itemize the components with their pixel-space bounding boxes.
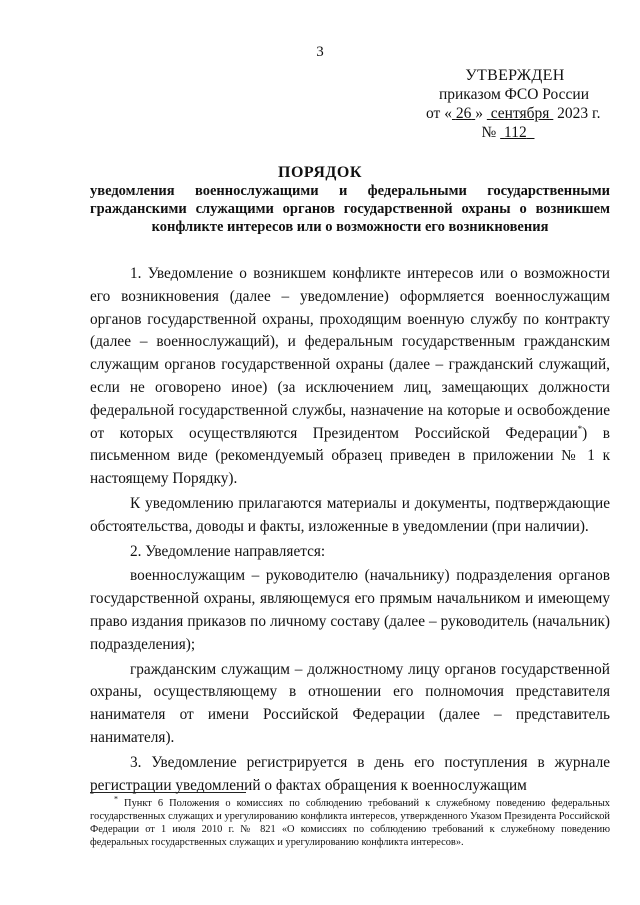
paragraph-5: гражданским служащим – должностному лицу органов государственной охраны, осуществляющему в отношении его полномочия представителя нанимателя от имени Российской Федерации (далее – представитель нанимателя). (90, 660, 610, 746)
footnote (90, 794, 610, 849)
paragraph-4: военнослужащим – руководителю (начальнику) подразделения органов государственной охраны, являющемуся его прямым начальником и имеющему право издания приказов по личному составу (далее – руководитель (начальник) подразделения); (90, 567, 610, 653)
footnote-divider (90, 792, 246, 793)
page-number: 3 (316, 44, 324, 60)
approval-date (400, 104, 610, 123)
date-year: 2023 г. (557, 105, 601, 122)
number-prefix: № (481, 124, 497, 141)
date-prefix: от « (426, 105, 452, 122)
approval-heading: УТВЕРЖДЕН (465, 67, 565, 84)
paragraph-6: 3. Уведомление регистрируется в день его поступления в журнале регистрации уведомлений о фактах обращения к военнослужащим (90, 753, 610, 794)
approval-number (400, 123, 610, 142)
approval-block (400, 66, 610, 142)
footnote-mark: * (114, 794, 118, 804)
paragraph-3: 2. Уведомление направляется: (130, 542, 326, 560)
date-month: сентября (490, 105, 550, 122)
footnote-reference: * (577, 423, 583, 434)
paragraph-1: 1. Уведомление о возникшем конфликте интересов или о возможности его возникновения (далее – уведомление) оформляется военнослужащим органов государственной охраны, проходящим военную службу по контракту (далее – военнослужащий), и федеральным государственным гражданским служащим органов государственной охраны (далее – гражданский служащий, если не оговорено иное) (за исключением лиц, замещающих должности федеральной государственной службы, назначение на которые и освобождение от которых осуществляются Президентом Российской Федерации*) в письменном виде (рекомендуемый образец приведен в приложении № 1 к настоящему Порядку). (90, 265, 610, 488)
order-number: 112 (504, 124, 527, 141)
approval-by: приказом ФСО России (438, 86, 590, 103)
document-body (90, 263, 610, 797)
date-mid: » (475, 105, 483, 122)
paragraph-2: К уведомлению прилагаются материалы и документы, подтверждающие обстоятельства, доводы и факты, изложенные в уведомлении (при наличии). (90, 494, 610, 535)
footnote-text: Пункт 6 Положения о комиссиях по соблюдению требований к служебному поведению федеральных государственных служащих и урегулированию конфликта интересов, утвержденного Указом Президента Российской Федерации от 1 июля 2010 г. № 821 «О комиссиях по соблюдению требований к служебному поведению федеральных государственных служащих и урегулированию конфликта интересов». (90, 798, 610, 848)
document-title: ПОРЯДОК (278, 164, 362, 181)
date-day: 26 (455, 105, 472, 122)
document-subtitle: уведомления военнослужащими и федеральными государственными гражданскими служащими органов государственной охраны о возникшем конфликте интересов или о возможности его возникновения (90, 183, 610, 235)
